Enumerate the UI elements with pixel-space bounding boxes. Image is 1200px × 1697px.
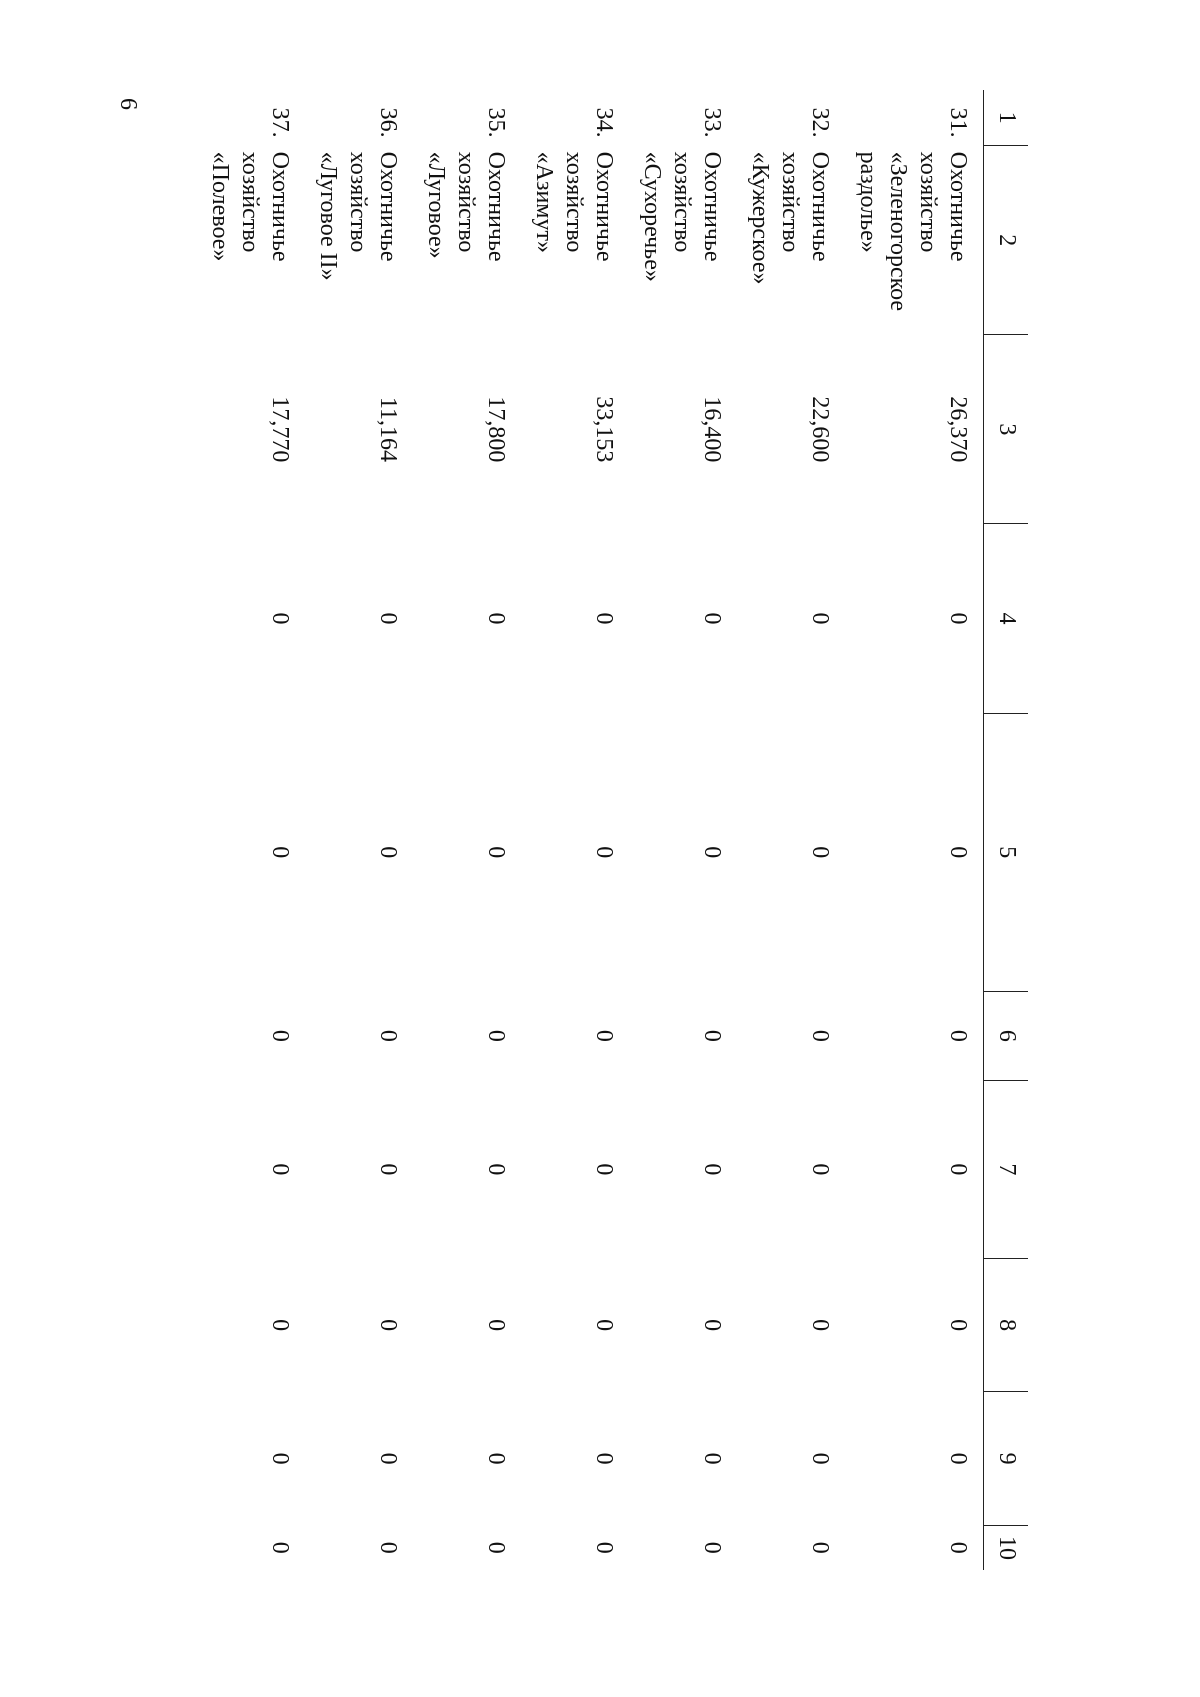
- value-cell-c3: 17,770: [267, 396, 293, 463]
- row-number: 35.: [483, 107, 509, 138]
- value-cell-c4: 0: [699, 612, 725, 625]
- organization-name-line: Охотничье: [699, 151, 725, 262]
- organization-name-line: хозяйство: [561, 151, 587, 253]
- value-cell-c7: 0: [945, 1163, 971, 1176]
- row-number: 36.: [375, 107, 401, 138]
- organization-name-line: Охотничье: [267, 151, 293, 262]
- value-cell-c6: 0: [945, 1029, 971, 1042]
- value-cell-c10: 0: [945, 1541, 971, 1554]
- value-cell-c4: 0: [945, 612, 971, 625]
- value-cell-c4: 0: [483, 612, 509, 625]
- organization-name-line: «Полевое»: [207, 151, 233, 262]
- value-cell-c8: 0: [375, 1319, 401, 1332]
- row-number: 32.: [807, 107, 833, 138]
- organization-name-line: хозяйство: [345, 151, 371, 253]
- value-cell-c6: 0: [267, 1029, 293, 1042]
- value-cell-c3: 22,600: [807, 396, 833, 463]
- table-row: [305, 90, 413, 1570]
- organization-name-line: Охотничье: [591, 151, 617, 262]
- value-cell-c5: 0: [945, 846, 971, 859]
- value-cell-c4: 0: [267, 612, 293, 625]
- row-number-cell: [629, 90, 737, 146]
- value-cell-c9: 0: [591, 1452, 617, 1465]
- table-row: [413, 90, 521, 1570]
- value-cell-c7: 0: [267, 1163, 293, 1176]
- value-cell-c10: 0: [699, 1541, 725, 1554]
- organization-name-cell: [629, 146, 737, 335]
- value-cell-c8: 0: [483, 1319, 509, 1332]
- value-cell-c7: 0: [483, 1163, 509, 1176]
- table-row: [629, 90, 737, 1570]
- value-cell-c6: 0: [807, 1029, 833, 1042]
- value-cell-c3: 17,800: [483, 396, 509, 463]
- value-cell-c5: 0: [807, 846, 833, 859]
- row-number: 37.: [267, 107, 293, 138]
- value-cell-c9: 0: [483, 1452, 509, 1465]
- row-number-cell: [197, 90, 305, 146]
- page-number: 6: [115, 98, 141, 110]
- organization-name-cell: [305, 146, 413, 335]
- value-cell-c5: 0: [375, 846, 401, 859]
- organization-name-line: «Луговое II»: [315, 151, 341, 281]
- table-header-row: [984, 90, 1029, 1570]
- organization-name-line: хозяйство: [915, 151, 941, 253]
- organization-name-line: хозяйство: [237, 151, 263, 253]
- row-number: 31.: [945, 107, 971, 138]
- value-cell-c4: 0: [375, 612, 401, 625]
- rotated-table-container: [188, 90, 1028, 1570]
- column-header: 5: [984, 713, 1029, 991]
- value-cell-c6: 0: [375, 1029, 401, 1042]
- organization-name-cell: [413, 146, 521, 335]
- organization-name-line: «Луговое»: [423, 151, 449, 259]
- table-body: [197, 90, 984, 1570]
- organization-name-cell: [521, 146, 629, 335]
- value-cell-c8: 0: [699, 1319, 725, 1332]
- row-number: 34.: [591, 107, 617, 138]
- organization-name-cell: [197, 146, 305, 335]
- value-cell-c4: 0: [807, 612, 833, 625]
- value-cell-c6: 0: [483, 1029, 509, 1042]
- organization-name-line: «Сухоречье»: [639, 151, 665, 282]
- value-cell-c7: 0: [699, 1163, 725, 1176]
- organization-name-line: Охотничье: [807, 151, 833, 262]
- value-cell-c5: 0: [483, 846, 509, 859]
- table-row: [737, 90, 845, 1570]
- value-cell-c9: 0: [699, 1452, 725, 1465]
- column-header: 1: [984, 90, 1029, 146]
- row-number-cell: [305, 90, 413, 146]
- value-cell-c6: 0: [591, 1029, 617, 1042]
- row-number-cell: [845, 90, 984, 146]
- value-cell-c3: 33,153: [591, 396, 617, 463]
- organization-name-line: «Кужерское»: [747, 151, 773, 285]
- organization-name-cell: [845, 146, 984, 335]
- value-cell-c10: 0: [591, 1541, 617, 1554]
- value-cell-c9: 0: [807, 1452, 833, 1465]
- value-cell-c10: 0: [375, 1541, 401, 1554]
- organization-name-line: Охотничье: [375, 151, 401, 262]
- organization-name-line: Охотничье: [483, 151, 509, 262]
- organization-name-line: «Азимут»: [531, 151, 557, 253]
- column-header: 4: [984, 524, 1029, 713]
- value-cell-c9: 0: [267, 1452, 293, 1465]
- column-header: 8: [984, 1258, 1029, 1392]
- value-cell-c5: 0: [267, 846, 293, 859]
- value-cell-c5: 0: [699, 846, 725, 859]
- value-cell-c9: 0: [375, 1452, 401, 1465]
- value-cell-c8: 0: [807, 1319, 833, 1332]
- data-table: [197, 90, 1028, 1570]
- organization-name-cell: [737, 146, 845, 335]
- value-cell-c6: 0: [699, 1029, 725, 1042]
- value-cell-c8: 0: [591, 1319, 617, 1332]
- row-number: 33.: [699, 107, 725, 138]
- column-header: 2: [984, 146, 1029, 335]
- column-header: 10: [984, 1525, 1029, 1570]
- column-header: 6: [984, 991, 1029, 1080]
- value-cell-c10: 0: [267, 1541, 293, 1554]
- organization-name-line: хозяйство: [669, 151, 695, 253]
- value-cell-c10: 0: [807, 1541, 833, 1554]
- table-row: [845, 90, 984, 1570]
- column-header: 7: [984, 1080, 1029, 1258]
- row-number-cell: [737, 90, 845, 146]
- column-header: 3: [984, 335, 1029, 524]
- value-cell-c8: 0: [945, 1319, 971, 1332]
- value-cell-c10: 0: [483, 1541, 509, 1554]
- value-cell-c7: 0: [591, 1163, 617, 1176]
- organization-name-line: хозяйство: [453, 151, 479, 253]
- value-cell-c4: 0: [591, 612, 617, 625]
- value-cell-c7: 0: [807, 1163, 833, 1176]
- row-number-cell: [413, 90, 521, 146]
- organization-name-line: хозяйство: [777, 151, 803, 253]
- table-row: [197, 90, 305, 1570]
- row-number-cell: [521, 90, 629, 146]
- value-cell-c8: 0: [267, 1319, 293, 1332]
- value-cell-c3: 26,370: [945, 396, 971, 463]
- organization-name-line: раздолье»: [855, 151, 881, 253]
- value-cell-c9: 0: [945, 1452, 971, 1465]
- value-cell-c3: 11,164: [375, 396, 401, 462]
- organization-name-line: Охотничье: [945, 151, 971, 262]
- table-row: [521, 90, 629, 1570]
- column-header: 9: [984, 1392, 1029, 1526]
- organization-name-line: «Зеленогорское: [885, 151, 911, 312]
- value-cell-c3: 16,400: [699, 396, 725, 463]
- value-cell-c7: 0: [375, 1163, 401, 1176]
- value-cell-c5: 0: [591, 846, 617, 859]
